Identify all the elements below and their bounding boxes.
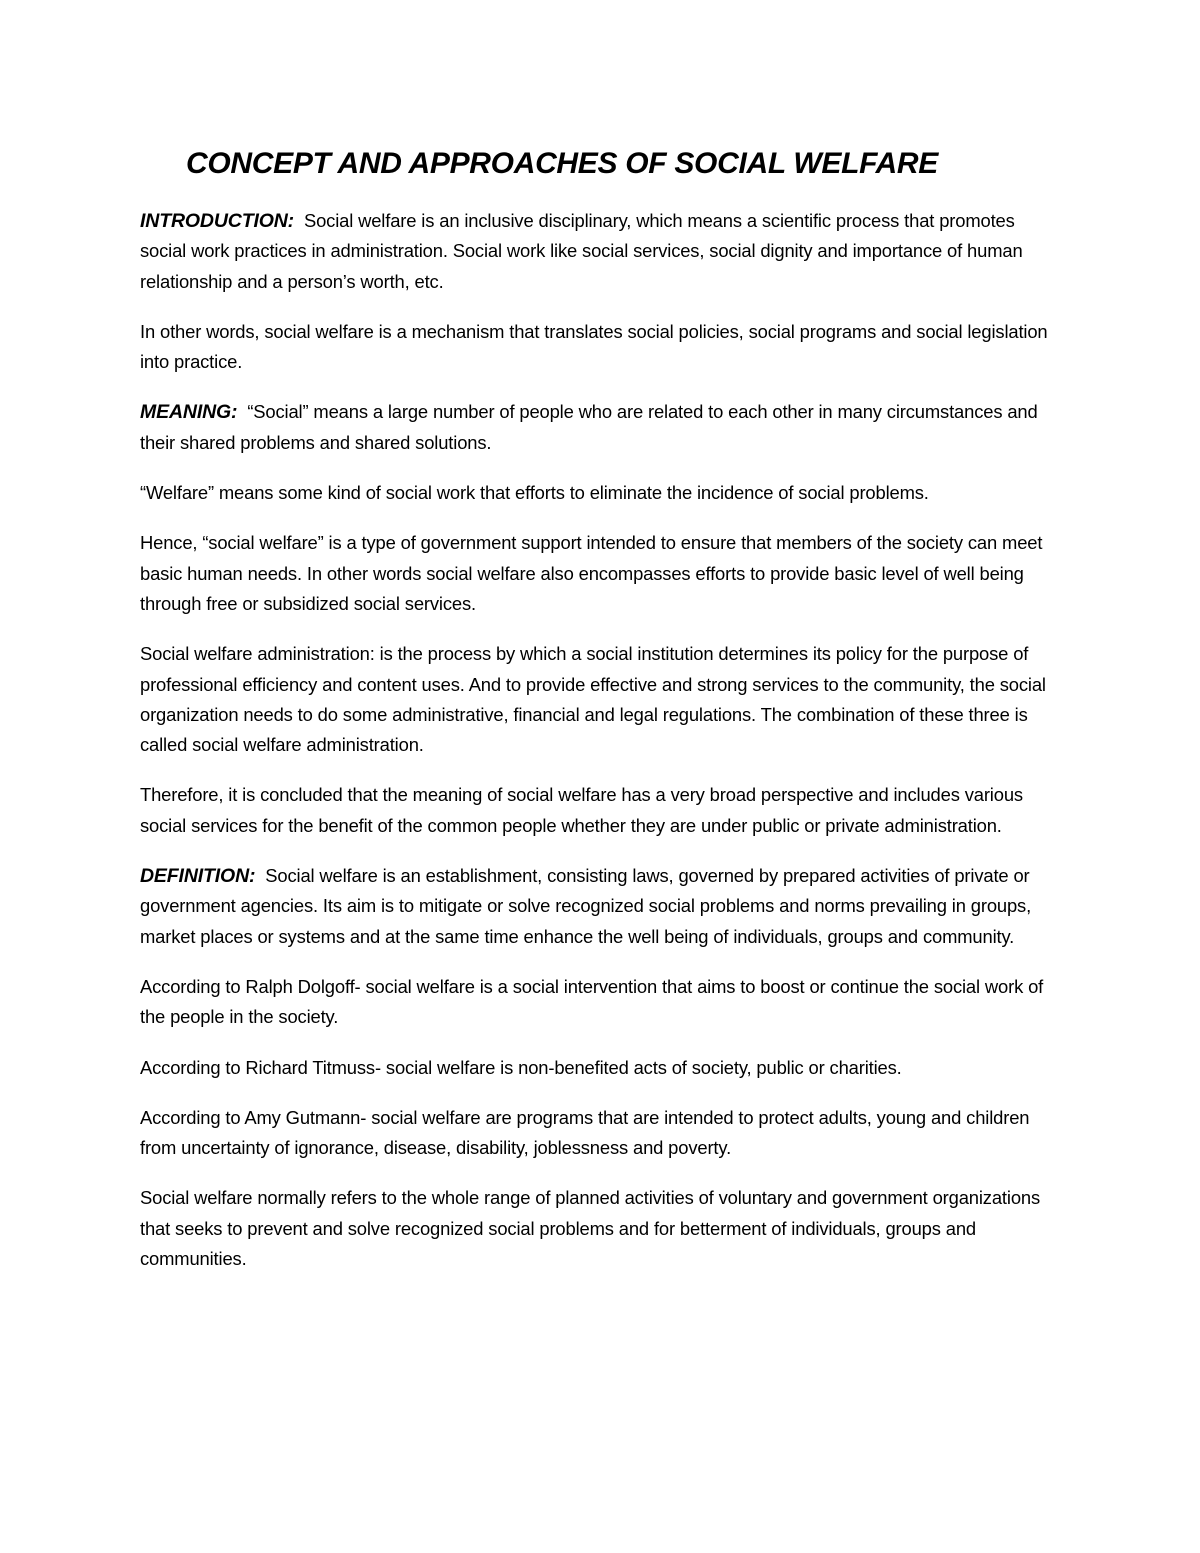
meaning-heading: MEANING:: [140, 401, 238, 424]
normally-paragraph: Social welfare normally refers to the whole range of planned activities of voluntary and government organizations that seeks to prevent and solve recognized social problems and for betterment of individuals, groups and communities.: [140, 1187, 1041, 1270]
introduction-paragraph: [140, 206, 1060, 297]
in-other-words-paragraph: In other words, social welfare is a mechanism that translates social policies, social programs and social legislation into practice.: [140, 320, 1048, 373]
gutmann-paragraph: According to Amy Gutmann- social welfare are programs that are intended to protect adults, young and children from uncertainty of ignorance, disease, disability, joblessness and poverty.: [140, 1106, 1030, 1159]
titmuss-paragraph: According to Richard Titmuss- social welfare is non-benefited acts of society, public or charities.: [140, 1056, 902, 1078]
definition-text: Social welfare is an establishment, consisting laws, governed by prepared activities of private or government agencies. Its aim is to mitigate or solve recognized social problems and norms prevailing in groups, market places or systems and at the same time enhance the well being of individuals, groups and community.: [140, 865, 1032, 947]
document-title: CONCEPT AND APPROACHES OF SOCIAL WELFARE: [186, 147, 938, 180]
definition-paragraph: [140, 861, 1060, 952]
introduction-heading: INTRODUCTION:: [140, 210, 295, 232]
welfare-meaning-paragraph: “Welfare” means some kind of social work that efforts to eliminate the incidence of social problems.: [140, 482, 929, 504]
introduction-text: Social welfare is an inclusive disciplinary, which means a scientific process that promotes social work practices in administration. Social work like social services, social dignity and importance of human relationship and a person’s worth, etc.: [140, 210, 1023, 292]
definition-heading: DEFINITION:: [140, 865, 256, 888]
hence-paragraph: Hence, “social welfare” is a type of government support intended to ensure that members of the society can meet basic human needs. In other words social welfare also encompasses efforts to provide basic level of well being through free or subsidized social services.: [140, 532, 1043, 614]
meaning-text: “Social” means a large number of people who are related to each other in many circumstances and their shared problems and shared solutions.: [140, 401, 1038, 453]
dolgoff-paragraph: According to Ralph Dolgoff- social welfare is a social intervention that aims to boost or continue the social work of the people in the society.: [140, 975, 1044, 1028]
meaning-paragraph: [140, 397, 1060, 458]
administration-paragraph: Social welfare administration: is the process by which a social institution determines its policy for the purpose of professional efficiency and content uses. And to provide effective and strong services to the community, the social organization needs to do some administrative, financial and legal regulations. The combination of these three is called social welfare administration.: [140, 643, 1046, 756]
therefore-paragraph: Therefore, it is concluded that the meaning of social welfare has a very broad perspective and includes various social services for the benefit of the common people whether they are under public or private administration.: [140, 784, 1023, 836]
